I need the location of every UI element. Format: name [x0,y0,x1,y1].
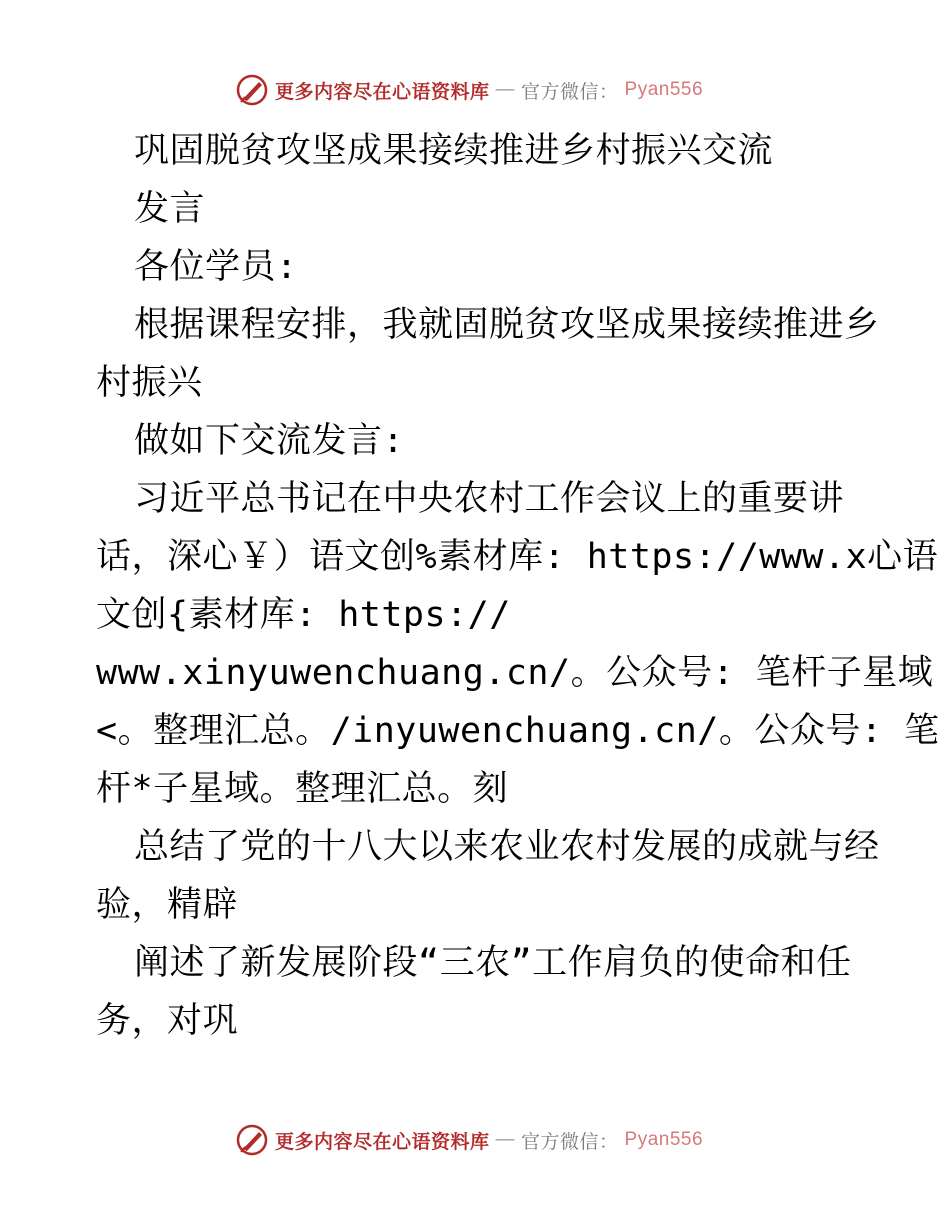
paragraph-line: 阐述了新发展阶段“三农”工作肩负的使命和任 [134,943,852,983]
header-banner [235,70,715,110]
paragraph-line: 村振兴 [96,363,203,403]
quill-logo-icon [235,73,269,107]
paragraph-line: 总结了党的十八大以来农业农村发展的成就与经 [134,827,880,867]
paragraph-line: www.xinyuwenchuang.cn/。公众号: 笔杆子星域 [96,653,934,693]
paragraph-line: 杆*子星域。整理汇总。刻 [96,769,509,809]
footer-banner [235,1120,715,1160]
paragraph-line: 根据课程安排，我就固脱贫攻坚成果接续推进乡 [134,305,880,345]
wechat-id: Pyan556 [624,79,704,100]
wechat-id: Pyan556 [624,1129,704,1150]
quill-logo-icon [235,1123,269,1157]
brand-text: 更多内容尽在心语资料库 [275,1130,490,1153]
wechat-label: 官方微信： [521,1130,619,1153]
wechat-label: 官方微信： [521,80,619,103]
brand-text: 更多内容尽在心语资料库 [275,80,490,103]
document-body [96,122,940,1050]
paragraph-line: 话，深心￥）语文创%素材库: https://www.x心语 [96,537,939,577]
banner-dash: — [495,1129,516,1150]
title-line: 巩固脱贫攻坚成果接续推进乡村振兴交流 [134,131,774,171]
paragraph-line: 务，对巩 [96,1001,239,1041]
paragraph-line: 文创{素材库: https:// [96,595,511,635]
paragraph-line: 做如下交流发言: [134,421,405,461]
paragraph-line: 习近平总书记在中央农村工作会议上的重要讲 [134,479,845,519]
banner-dash: — [495,79,516,100]
paragraph-line: <。整理汇总。/inyuwenchuang.cn/。公众号: 笔 [96,711,940,751]
salutation: 各位学员: [134,247,298,287]
title-line: 发言 [134,189,206,229]
paragraph-line: 验，精辟 [96,885,239,925]
